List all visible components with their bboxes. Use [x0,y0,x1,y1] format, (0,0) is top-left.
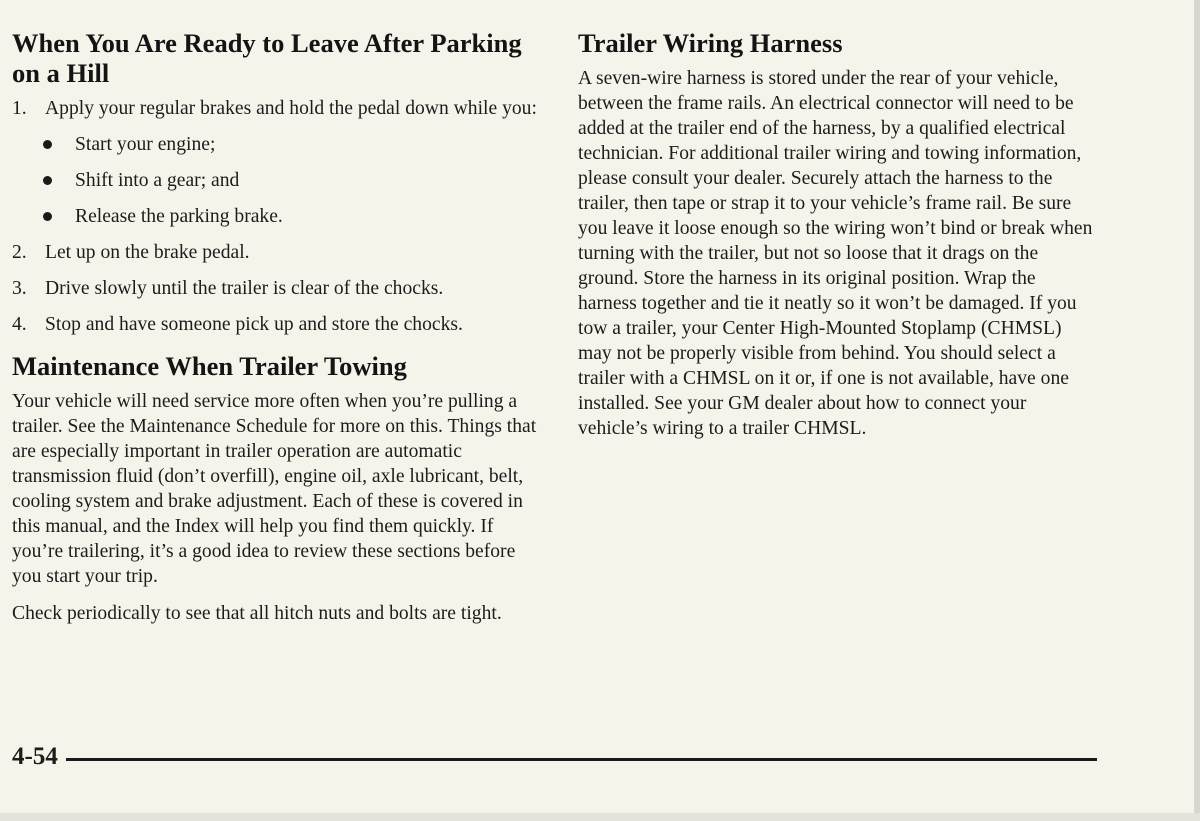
step-item [12,312,547,337]
maintenance-paragraph: Your vehicle will need service more often when you’re pulling a trailer. See the Maintenance Schedule for more on this. Things that are especially important in trailer operation are automatic transmission fluid (don’t overfill), engine oil, axle lubricant, belt, cooling system and brake adjustment. Each of these is covered in this manual, and the Index will help you find them quickly. If you’re trailering, it’s a good idea to review these sections before you start your trip. [12,391,537,587]
bullet-item [43,168,547,193]
step-number: 2. [12,242,27,263]
step-item [12,276,547,301]
steps-list [12,96,547,337]
page-edge-right [1194,0,1200,821]
step-text: Stop and have someone pick up and store the chocks. [45,314,463,335]
page-edge-bottom [0,813,1200,821]
bullet-icon [43,176,52,185]
step-number: 4. [12,314,27,335]
bullet-icon [43,212,52,221]
step-item [12,240,547,265]
step-content [45,96,547,229]
bullet-text: Release the parking brake. [75,206,283,227]
bullet-item [43,132,547,157]
heading-trailer-wiring-harness: Trailer Wiring Harness [578,28,843,58]
page-number: 4-54 [12,743,58,770]
step-text: Apply your regular brakes and hold the pedal down while you: [45,98,537,119]
step-text: Drive slowly until the trailer is clear of the chocks. [45,278,444,299]
left-column [12,28,547,638]
bullet-icon [43,140,52,149]
step-number: 1. [12,98,27,119]
footer-rule [66,758,1097,761]
right-column [578,28,1098,453]
heading-maintenance-trailer-towing: Maintenance When Trailer Towing [12,351,407,381]
step-item [12,96,547,229]
heading-leave-after-parking: When You Are Ready to Leave After Parking on a Hill [12,28,522,88]
hitch-check-paragraph: Check periodically to see that all hitch nuts and bolts are tight. [12,603,502,624]
bullet-text: Shift into a gear; and [75,170,240,191]
bullet-list [45,132,547,229]
step-text: Let up on the brake pedal. [45,242,250,263]
page-footer [12,742,1097,772]
step-number: 3. [12,278,27,299]
bullet-text: Start your engine; [75,134,216,155]
wiring-harness-paragraph: A seven-wire harness is stored under the rear of your vehicle, between the frame rails. An electrical connector will need to be added at the trailer end of the harness, by a qualified electrical technician. For additional trailer wiring and towing information, please consult your dealer. Securely attach the harness to the trailer, then tape or strap it to your vehicle’s frame rail. Be sure you leave it loose enough so the wiring won’t bind or break when turning with the trailer, but not so loose that it drags on the ground. Store the harness in its original position. Wrap the harness together and tie it neatly so it won’t be damaged. If you tow a trailer, your Center High-Mounted Stoplamp (CHMSL) may not be properly visible from behind. You should select a trailer with a CHMSL on it or, if one is not available, have one installed. See your GM dealer about how to connect your vehicle’s wiring to a trailer CHMSL. [578,68,1093,439]
bullet-item [43,204,547,229]
